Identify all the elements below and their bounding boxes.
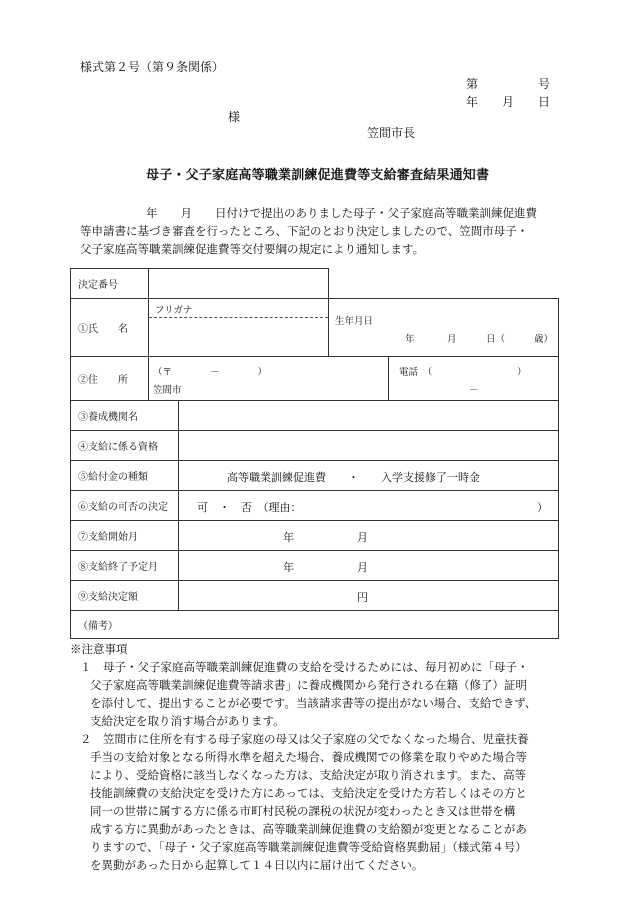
phone-field[interactable]: [389, 357, 559, 401]
furigana-divider: [149, 317, 328, 318]
qualification-field[interactable]: [179, 431, 559, 461]
note-1-line-1: １ 母子・父子家庭高等職業訓練促進費の支給を受けるためには、毎月初めに「母子・: [80, 660, 529, 674]
amount-unit: 円: [357, 591, 368, 604]
decision-form-table: [70, 268, 559, 639]
decision-number-blank: [329, 269, 559, 299]
date-year: 年: [466, 95, 479, 109]
end-month-label: ⑧支給終了予定月: [71, 551, 179, 581]
end-month: 月: [357, 561, 368, 574]
amount-field[interactable]: [179, 581, 559, 611]
note-2-line-5: 同一の世帯に属する方に係る市町村民税の課税の状況が変わったとき又は世帯を構: [90, 804, 516, 818]
decision-value: 可 ・ 否 （理由：: [197, 501, 302, 514]
amount-label: ⑨支給決定額: [71, 581, 179, 611]
form-number: 様式第２号（第９条関係）: [80, 60, 225, 74]
name-label: ①氏 名: [71, 299, 149, 357]
institution-field[interactable]: [179, 401, 559, 431]
intro-line-2: 等申請書に基づき審査を行ったところ、下記のとおり決定しましたので、笠間市母子・: [80, 224, 529, 238]
birth-day: 日（: [486, 334, 506, 345]
postal-code: （〒 － ）: [153, 367, 268, 378]
start-month: 月: [357, 531, 368, 544]
note-1-line-2: 父子家庭高等職業訓練促進費等請求書」に養成機関から発行される在籍（修了）証明: [90, 678, 527, 692]
phone-label: 電話 （: [399, 367, 433, 378]
birth-month: 月: [447, 334, 457, 345]
decision-close: ）: [537, 501, 548, 514]
note-1-line-3: を添付して、提出することが必要です。当該請求書等の提出がない場合、支給できず、: [90, 696, 537, 710]
note-2-line-7: りますので、「母子・父子家庭高等職業訓練促進費等受給資格異動届」（様式第４号）: [90, 840, 527, 854]
note-2-line-4: 技能訓練費の支給決定を受けた方にあっては、支給決定を受けた方若しくはその方と: [90, 786, 527, 800]
institution-label: ③養成機関名: [71, 401, 179, 431]
issuer: 笠間市長: [367, 126, 416, 140]
benefit-type-label: ⑤給付金の種類: [71, 461, 179, 491]
furigana-label: フリガナ: [155, 305, 193, 316]
phone-dash: －: [469, 385, 479, 396]
start-month-label: ⑦支給開始月: [71, 521, 179, 551]
addressee-suffix: 様: [228, 110, 241, 124]
note-1-line-4: 支給決定を取り消す場合があります。: [90, 714, 285, 728]
address-field[interactable]: [149, 357, 389, 401]
note-2-line-6: 成する方に異動があったときは、高等職業訓練促進費の支給額が変更となることがあ: [90, 822, 527, 836]
intro-line-3: 父子家庭高等職業訓練促進費等交付要綱の規定により通知します。: [80, 242, 425, 256]
city-name: 笠間市: [153, 385, 182, 396]
end-year: 年: [283, 561, 294, 574]
start-year: 年: [283, 531, 294, 544]
document-title: 母子・父子家庭高等職業訓練促進費等支給審査結果通知書: [146, 168, 490, 183]
date-month: 月: [502, 95, 515, 109]
intro-line-1: 年 月 日付けで提出のありました母子・父子家庭高等職業訓練促進費: [146, 206, 537, 220]
benefit-type-value: 高等職業訓練促進費 ・ 入学支援修了一時金: [227, 471, 480, 484]
birth-year: 年: [405, 334, 415, 345]
benefit-type-field[interactable]: [179, 461, 559, 491]
note-2-line-2: 手当の支給対象となる所得水準を超えた場合、養成機関での修業を取りやめた場合等: [90, 750, 527, 764]
remarks-field[interactable]: [71, 611, 559, 639]
decision-number-field[interactable]: [149, 269, 329, 299]
note-2-line-1: ２ 笠間市に住所を有する母子家庭の母又は父子家庭の父でなくなった場合、児童扶養: [80, 732, 529, 746]
note-2-line-8: を異動があった日から起算して１４日以内に届け出てください。: [90, 858, 424, 872]
birth-date-label: 生年月日: [335, 316, 374, 327]
phone-close: ）: [517, 367, 527, 378]
remarks-label: （備考）: [78, 621, 118, 632]
end-month-field[interactable]: [179, 551, 559, 581]
date-day: 日: [538, 95, 551, 109]
note-2-line-3: により、受給資格に該当しなくなった方は、支給決定が取り消されます。また、高等: [90, 768, 527, 782]
qualification-label: ④支給に係る資格: [71, 431, 179, 461]
decision-label: ⑥支給の可否の決定: [71, 491, 179, 521]
doc-no-label-right: 号: [538, 77, 551, 91]
birth-age: 歳）: [534, 334, 554, 345]
start-month-field[interactable]: [179, 521, 559, 551]
birth-date-field[interactable]: [329, 299, 559, 357]
notes-heading: ※注意事項: [70, 642, 128, 656]
decision-number-label: 決定番号: [71, 269, 149, 299]
address-label: ②住 所: [71, 357, 149, 401]
name-field[interactable]: [149, 299, 329, 357]
decision-field[interactable]: [179, 491, 559, 521]
doc-no-label-left: 第: [466, 77, 479, 91]
